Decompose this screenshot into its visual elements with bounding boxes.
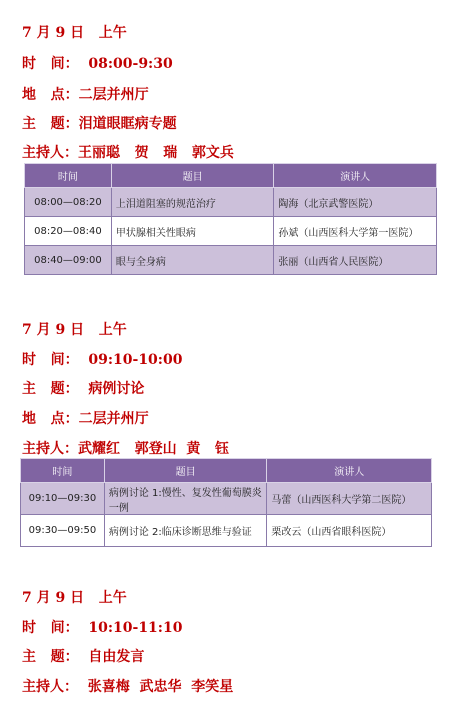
header-speaker: 演讲人 (267, 459, 432, 483)
row-time: 08:20—08:40 (25, 217, 112, 246)
row-topic: 甲状腺相关性眼病 (111, 217, 274, 246)
session2-date: 7 月 9 日 上午 (22, 322, 127, 338)
row-topic: 眼与全身病 (111, 246, 274, 275)
session3-topic: 主 题： 自由发言 (22, 649, 145, 665)
row-topic: 病例讨论 2:临床诊断思维与验证 (104, 515, 267, 547)
session1-host: 主持人：王丽聪 贺 瑞 郭文兵 (22, 145, 234, 161)
table-header-row (21, 459, 432, 483)
session3-time: 时 间： 10:10-11:10 (22, 620, 183, 636)
session1-schedule-table (24, 163, 437, 275)
table-row (25, 217, 437, 246)
row-speaker: 张丽（山西省人民医院） (274, 246, 437, 275)
session1-date: 7 月 9 日 上午 (22, 25, 127, 41)
session1-topic: 主 题：泪道眼眶病专题 (22, 116, 177, 132)
session1-place: 地 点：二层并州厅 (22, 87, 149, 103)
session2-schedule-table (20, 458, 432, 547)
row-speaker: 马蕾（山西医科大学第二医院） (267, 483, 432, 515)
table-row (21, 515, 432, 547)
table-row (25, 246, 437, 275)
header-time: 时间 (21, 459, 105, 483)
row-topic: 上泪道阻塞的规范治疗 (111, 188, 274, 217)
header-topic: 题目 (111, 164, 274, 188)
row-speaker: 栗改云（山西省眼科医院） (267, 515, 432, 547)
session2-host: 主持人：武耀红 郭登山 黄 钰 (22, 441, 229, 457)
table-header-row (25, 164, 437, 188)
table-row (21, 483, 432, 515)
table-row (25, 188, 437, 217)
row-time: 08:40—09:00 (25, 246, 112, 275)
session2-place: 地 点：二层并州厅 (22, 411, 149, 427)
session2-topic: 主 题： 病例讨论 (22, 381, 145, 397)
row-speaker: 陶海（北京武警医院） (274, 188, 437, 217)
session3-host: 主持人： 张喜梅 武忠华 李笑星 (22, 679, 234, 695)
row-time: 09:10—09:30 (21, 483, 105, 515)
row-topic: 病例讨论 1:慢性、复发性葡萄膜炎一例 (104, 483, 267, 515)
header-topic: 题目 (104, 459, 267, 483)
row-time: 08:00—08:20 (25, 188, 112, 217)
row-speaker: 孙斌（山西医科大学第一医院） (274, 217, 437, 246)
session3-date: 7 月 9 日 上午 (22, 590, 127, 606)
row-time: 09:30—09:50 (21, 515, 105, 547)
header-time: 时间 (25, 164, 112, 188)
session1-time: 时 间： 08:00-9:30 (22, 56, 173, 72)
header-speaker: 演讲人 (274, 164, 437, 188)
session2-time: 时 间： 09:10-10:00 (22, 352, 183, 368)
